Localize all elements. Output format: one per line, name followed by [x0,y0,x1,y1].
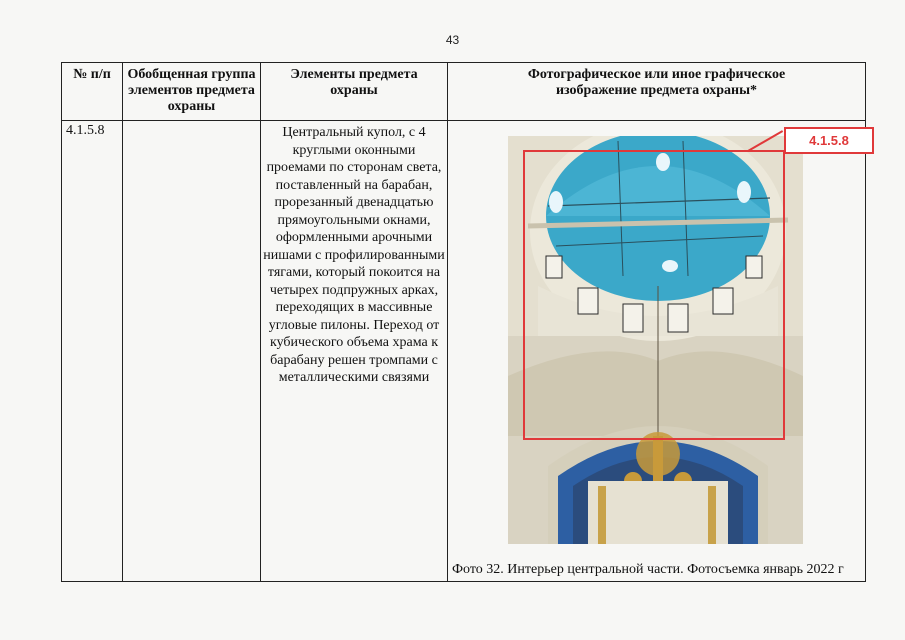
protection-table [61,62,866,582]
row-description: Центральный купол, с 4 круглыми оконными проемами по сторонам света, поставленный на барабан, прорезанный двенадцатью прямоугольными окнами, оформленными арочными нишами с профилированными тягами, который покоится на четырех подпружных арках, переходящих в массивные угловые пилоны. Переход от кубического объема храма к барабану решен тромпами с металлическими связями [261,121,448,582]
row-number: 4.1.5.8 [62,121,123,582]
row-photo-cell [448,121,866,582]
header-group: Обобщенная группа элементов предмета охраны [123,63,261,121]
header-image: Фотографическое или иное графическое изображение предмета охраны* [448,63,866,121]
header-number: № п/п [62,63,123,121]
dome-interior-photo [508,136,803,544]
table-row [62,121,866,582]
highlight-frame [523,150,785,440]
photo-caption: Фото 32. Интерьер центральной части. Фотосъемка январь 2022 г [452,562,844,577]
photo-tag-label: 4.1.5.8 [784,127,874,154]
header-elements: Элементы предмета охраны [261,63,448,121]
table-header-row [62,63,866,121]
page-number: 43 [445,33,460,47]
row-group [123,121,261,582]
